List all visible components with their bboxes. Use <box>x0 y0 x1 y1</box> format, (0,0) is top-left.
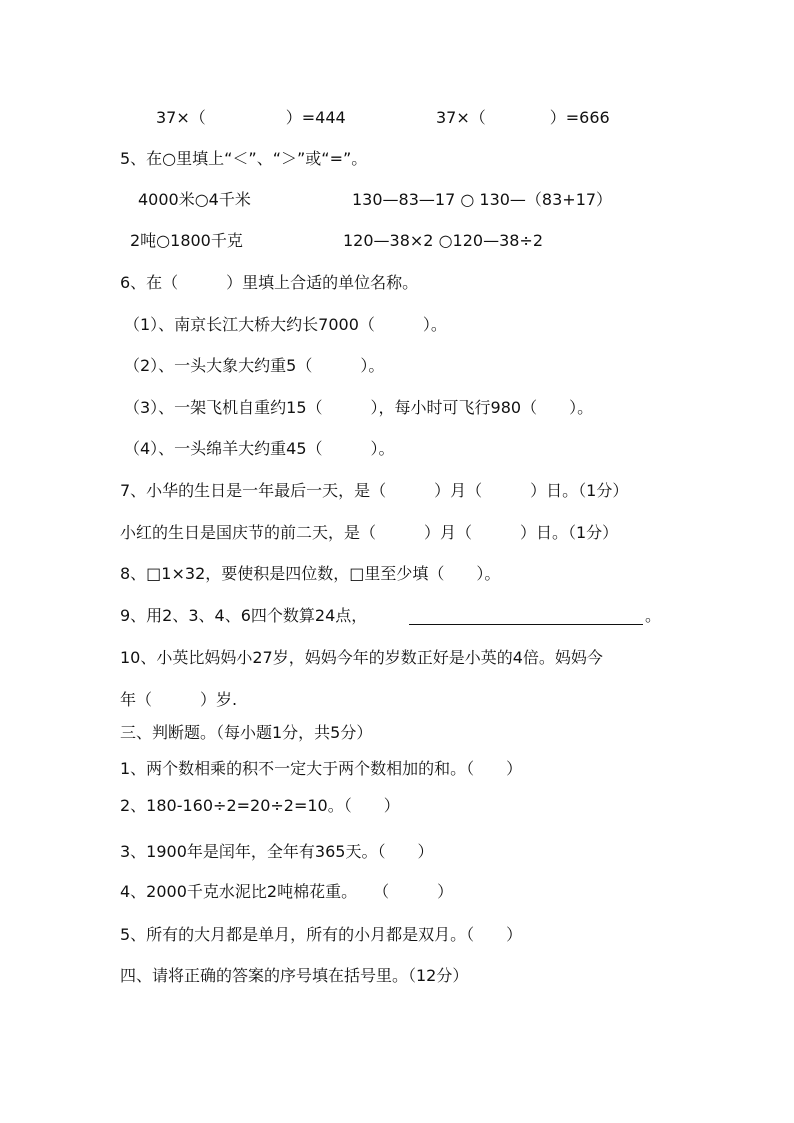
question-6-item-1: （1）、南京长江大桥大约长7000（ ）。 <box>124 315 447 334</box>
judge-1: 1、两个数相乘的积不一定大于两个数相加的和。（ ） <box>120 759 523 778</box>
judge-3: 3、1900年是闰年，全年有365天。（ ） <box>120 842 434 861</box>
question-6-item-4: （4）、一头绵羊大约重45（ ）。 <box>124 439 395 458</box>
question-10-line-2: 年（ ）岁. <box>120 690 238 709</box>
question-9-end: 。 <box>645 606 662 625</box>
compare-4000m: 4000米○4千米 <box>138 190 251 209</box>
question-6-item-3: （3）、一架飞机自重约15（ ），每小时可飞行980（ ）。 <box>124 398 594 417</box>
judge-4: 4、2000千克水泥比2吨棉花重。 （ ） <box>120 882 454 901</box>
question-6-item-2: （2）、一头大象大约重5（ ）。 <box>124 356 385 375</box>
question-5-title: 5、在○里填上“＜”、“＞”或“=”。 <box>120 149 368 168</box>
question-8: 8、□1×32，要使积是四位数，□里至少填（ ）。 <box>120 564 501 583</box>
compare-120-38: 120—38×2 ○120—38÷2 <box>343 231 544 250</box>
question-7-line-1: 7、小华的生日是一年最后一天，是（ ）月（ ）日。（1分） <box>120 481 629 500</box>
judge-5: 5、所有的大月都是单月，所有的小月都是双月。（ ） <box>120 925 523 944</box>
question-6-title: 6、在（ ）里填上合适的单位名称。 <box>120 273 419 292</box>
question-9-answer-line <box>409 624 643 625</box>
question-7-line-2: 小红的生日是国庆节的前二天，是（ ）月（ ）日。（1分） <box>120 523 619 542</box>
judge-2: 2、180-160÷2=20÷2=10。（ ） <box>120 796 400 815</box>
section-4-title: 四、请将正确的答案的序号填在括号里。（12分） <box>120 966 469 985</box>
compare-130-83: 130—83—17 ○ 130—（83+17） <box>352 190 613 209</box>
equation-37-666: 37×（ ）=666 <box>436 108 610 127</box>
compare-2-ton: 2吨○1800千克 <box>130 231 243 250</box>
question-9: 9、用2、3、4、6四个数算24点， <box>120 606 368 625</box>
equation-37-444: 37×（ ）=444 <box>156 108 346 127</box>
question-10-line-1: 10、小英比妈妈小27岁，妈妈今年的岁数正好是小英的4倍。妈妈今 <box>120 648 603 667</box>
section-3-title: 三、判断题。（每小题1分，共5分） <box>120 723 373 742</box>
